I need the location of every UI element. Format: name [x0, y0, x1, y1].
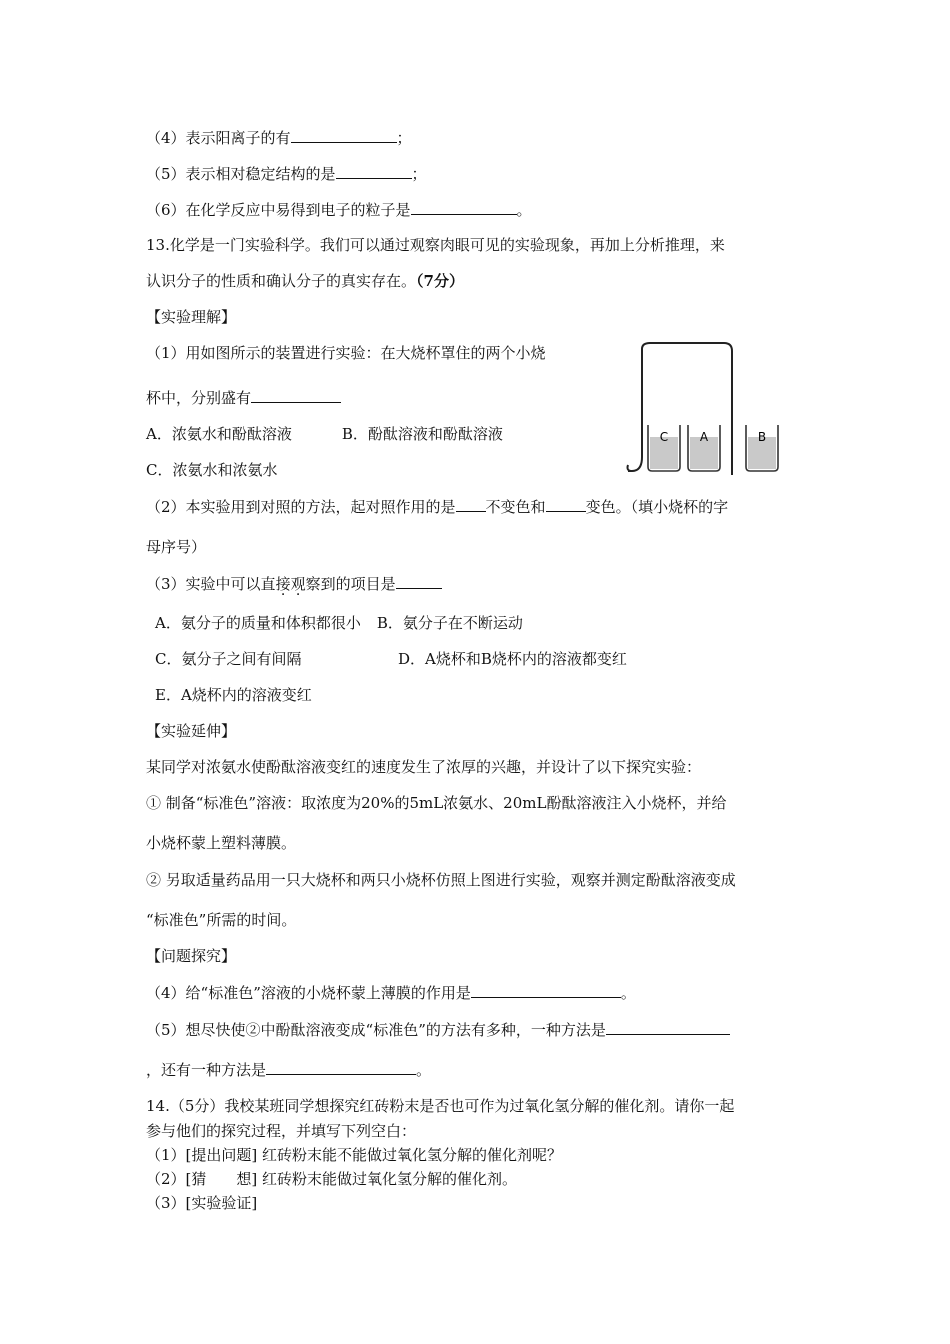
q13-part2-text: （2）本实验用到对照的方法，起对照作用的是 — [146, 498, 456, 516]
beaker-apparatus-figure — [624, 337, 792, 477]
q13-part2-text: 变色。（填小烧杯的字 — [585, 498, 729, 516]
q13-part2-line1 — [146, 496, 728, 517]
answer-blank[interactable] — [546, 496, 586, 512]
q12-item6 — [146, 199, 532, 220]
q13-part1-line2 — [146, 387, 341, 408]
answer-blank[interactable] — [266, 1059, 416, 1075]
punctuation: ； — [411, 165, 427, 183]
q13-part5-text: （5）想尽快使②中酚酞溶液变成“标准色”的方法有多种，一种方法是 — [146, 1021, 606, 1039]
extension-intro: 某同学对浓氨水使酚酞溶液变红的速度发生了浓厚的兴趣，并设计了以下探究实验： — [146, 758, 702, 776]
option-b: B．酚酞溶液和酚酞溶液 — [341, 425, 503, 443]
q13-part3-options-ab — [155, 613, 523, 633]
emphasis-char: 察 — [305, 575, 321, 593]
emphasis-char: 直 — [260, 575, 276, 593]
q13-part3-text: （3）实验中可以 — [146, 575, 261, 593]
beaker-label-a: A — [699, 430, 709, 444]
extension-step1-line2: 小烧杯蒙上塑料薄膜。 — [146, 834, 297, 852]
q14-intro-line2: 参与他们的探究过程，并填写下列空白： — [146, 1122, 417, 1140]
option-c: C．浓氨水和浓氨水 — [146, 461, 278, 479]
q13-part5-line2 — [146, 1059, 431, 1080]
answer-blank[interactable] — [606, 1019, 730, 1035]
q13-part2-text: 不变色和 — [485, 498, 546, 516]
answer-blank[interactable] — [411, 199, 517, 215]
option-a: A．氨分子的质量和体积都很小 — [155, 614, 361, 632]
q14-step1: （1）[提出问题] 红砖粉末能不能做过氧化氢分解的催化剂呢？ — [146, 1146, 563, 1164]
answer-blank[interactable] — [396, 573, 442, 589]
q13-score: （7分） — [416, 272, 464, 290]
q13-part4 — [146, 982, 636, 1003]
q14-step3: （3）[实验验证] — [146, 1194, 258, 1212]
answer-blank[interactable] — [251, 387, 341, 403]
q13-part4-text: （4）给“标准色”溶液的小烧杯蒙上薄膜的作用是 — [146, 984, 471, 1002]
q13-part5-text: ，还有一种方法是 — [146, 1061, 267, 1079]
q14-step2: （2）[猜 想] 红砖粉末能做过氧化氢分解的催化剂。 — [146, 1170, 518, 1188]
q12-item4-text: （4）表示阳离子的有 — [146, 129, 291, 147]
option-a: A．浓氨水和酚酞溶液 — [146, 425, 292, 443]
punctuation: 。 — [620, 984, 636, 1002]
section-heading-experiment-extension: 【实验延伸】 — [146, 722, 237, 740]
q14-intro-line1: 14.（5分）我校某班同学想探究红砖粉末是否也可作为过氧化氢分解的催化剂。请你一起 — [146, 1097, 735, 1115]
q13-intro-text: 认识分子的性质和确认分子的真实存在。 — [146, 272, 417, 290]
beaker-label-b: B — [757, 430, 767, 444]
q12-item5 — [146, 163, 427, 184]
q13-part5-line1 — [146, 1019, 730, 1040]
q12-item4 — [146, 127, 412, 148]
q13-part3-option-d: D．A烧杯和B烧杯内的溶液都变红 — [398, 650, 627, 668]
emphasis-char: 接 — [275, 575, 291, 593]
option-b: B．氨分子在不断运动 — [376, 614, 523, 632]
extension-step2-line2: “标准色”所需的时间。 — [146, 911, 297, 929]
q12-item5-text: （5）表示相对稳定结构的是 — [146, 165, 336, 183]
emphasis-char: 观 — [290, 575, 306, 593]
q13-intro-line2 — [146, 271, 464, 291]
section-heading-experiment-understanding: 【实验理解】 — [146, 308, 237, 326]
q13-part2-line2: 母序号） — [146, 538, 207, 556]
q13-intro-line1: 13.化学是一门实验科学。我们可以通过观察肉眼可见的实验现象，再加上分析推理，来 — [146, 236, 725, 254]
extension-step2-line1: ② 另取适量药品用一只大烧杯和两只小烧杯仿照上图进行实验，观察并测定酚酞溶液变成 — [146, 871, 736, 889]
punctuation: 。 — [516, 201, 532, 219]
answer-blank[interactable] — [291, 127, 397, 143]
q13-part1-line1: （1）用如图所示的装置进行实验：在大烧杯罩住的两个小烧 — [146, 344, 546, 362]
beaker-label-c: C — [659, 430, 669, 444]
section-heading-problem-inquiry: 【问题探究】 — [146, 947, 237, 965]
punctuation: ； — [396, 129, 412, 147]
q13-part1-options-ab — [146, 424, 503, 444]
extension-step1-line1: ① 制备“标准色”溶液：取浓度为20%的5mL浓氨水、20mL酚酞溶液注入小烧杯，并给 — [146, 794, 727, 812]
q12-item6-text: （6）在化学反应中易得到电子的粒子是 — [146, 201, 411, 219]
answer-blank[interactable] — [471, 982, 621, 998]
answer-blank[interactable] — [336, 163, 412, 179]
q13-part3-text: 到的项目是 — [320, 575, 396, 593]
q13-part1-text: 杯中，分别盛有 — [146, 389, 252, 407]
punctuation: 。 — [416, 1061, 432, 1079]
q13-part3-option-e: E．A烧杯内的溶液变红 — [155, 686, 312, 704]
q13-part3-option-c: C．氨分子之间有间隔 — [155, 650, 302, 668]
answer-blank[interactable] — [456, 496, 486, 512]
q13-part3 — [146, 573, 442, 594]
